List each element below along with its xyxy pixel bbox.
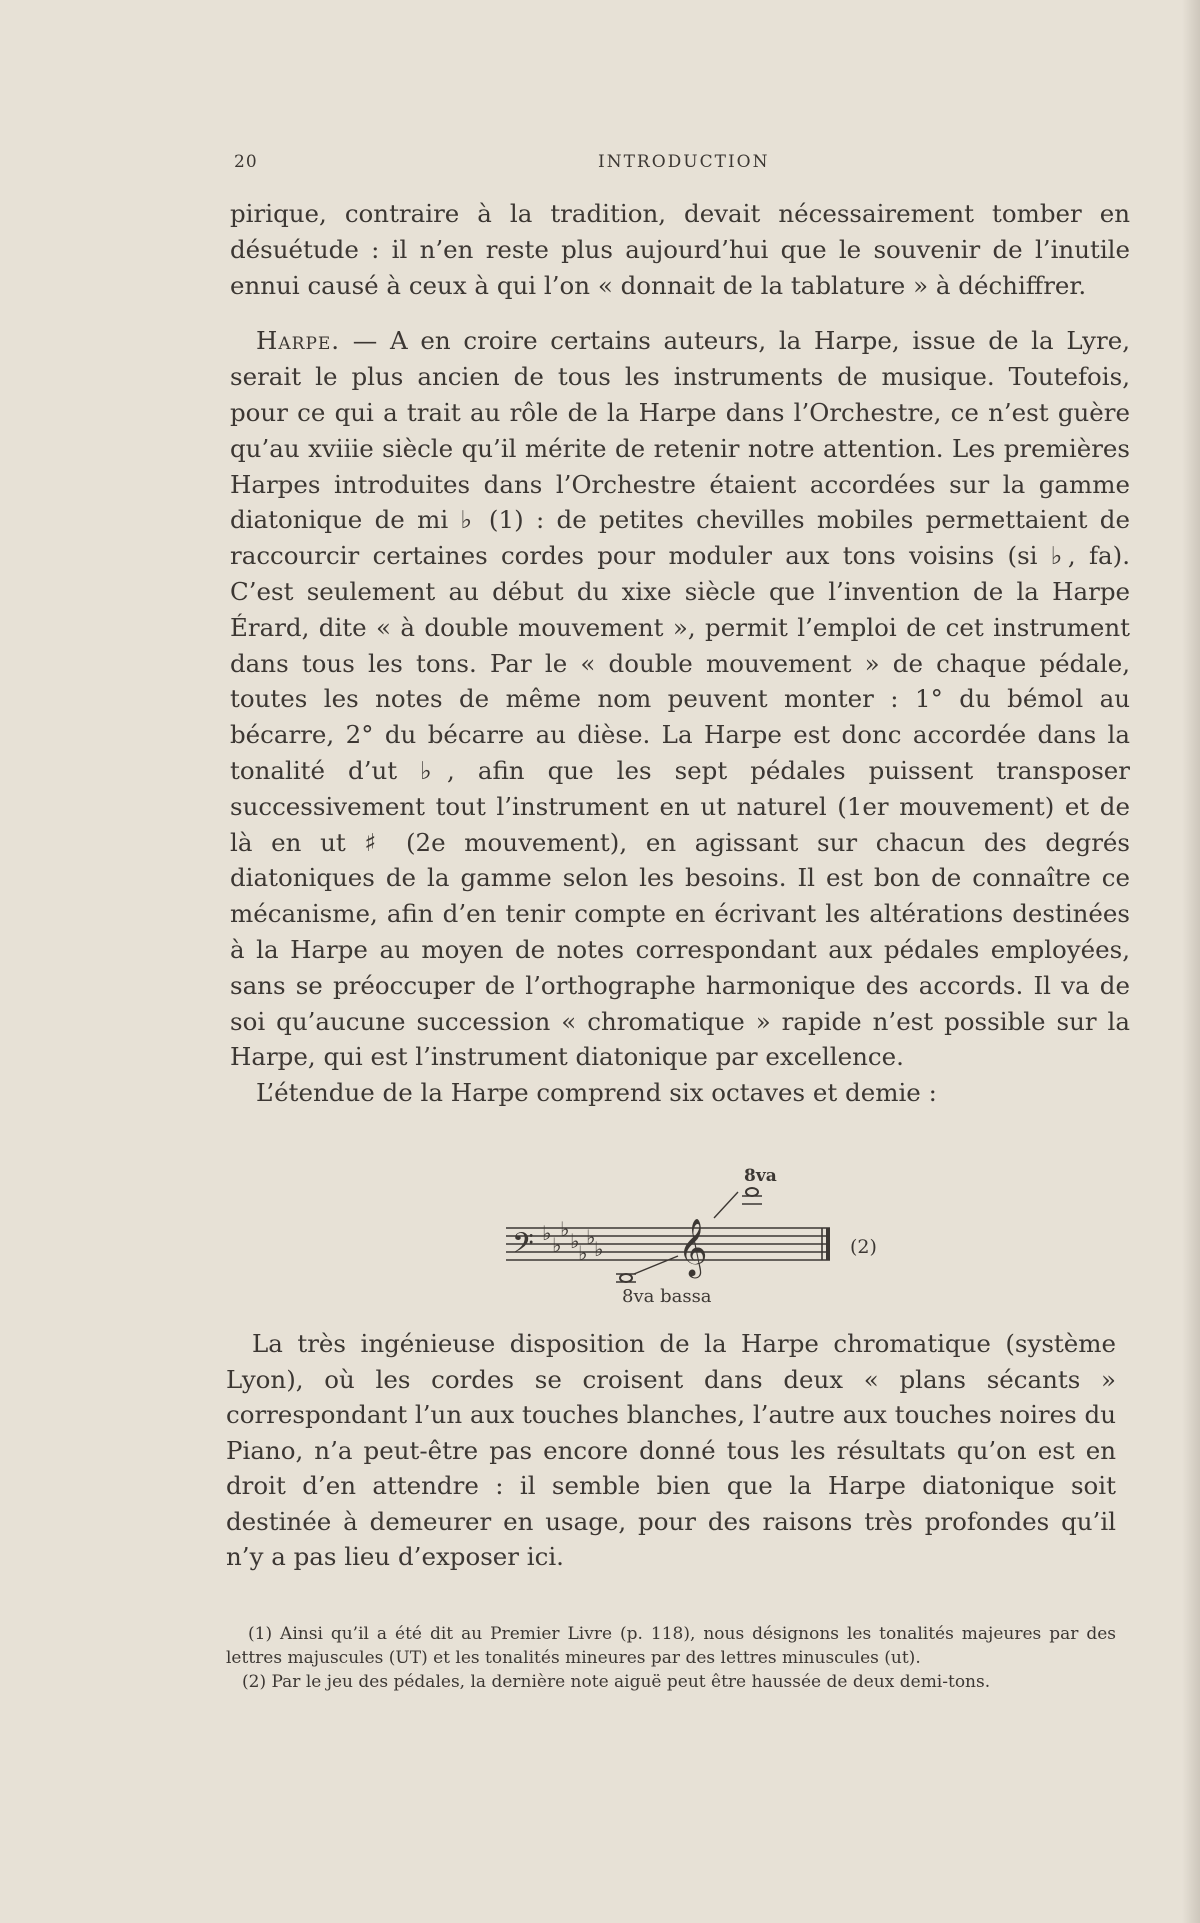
- running-title: INTRODUCTION: [598, 152, 770, 172]
- paragraph-harpe: [230, 323, 1130, 1075]
- svg-text:♭: ♭: [578, 1241, 588, 1265]
- high-note: [746, 1188, 758, 1196]
- footnotes: [226, 1622, 1116, 1694]
- bass-clef-icon: 𝄢: [512, 1227, 534, 1267]
- svg-text:♭: ♭: [542, 1221, 552, 1245]
- paragraph-harpe-chromatique: La très ingénieuse disposition de la Harpe chromatique (système Lyon), où les cordes se croisent dans deux « plans sécants » correspondant l’un aux touches blanches, l’autre aux touches noires du Piano, n’a peut-être pas encore donné tous les résultats qu’on est en droit d’en attendre : il semble bien que la Harpe diatonique soit destinée à demeurer en usage, pour des raisons très profondes qu’il n’y a pas lieu d’exposer ici.: [226, 1329, 1116, 1571]
- svg-text:♭: ♭: [560, 1217, 570, 1241]
- page-header: [234, 152, 1124, 176]
- low-note: [620, 1274, 632, 1282]
- svg-text:♭: ♭: [586, 1225, 596, 1249]
- footnote-1: (1) Ainsi qu’il a été dit au Premier Livre (p. 118), nous désignons les tonalités majeures par des lettres majuscules (UT) et les tonalités mineures par des lettres minuscules (ut).: [226, 1624, 1116, 1668]
- key-signature-flats: [542, 1217, 603, 1265]
- svg-text:♭: ♭: [552, 1233, 562, 1257]
- page-number: 20: [234, 152, 258, 172]
- treble-clef-icon: 𝄞: [678, 1218, 708, 1276]
- music-footnote-ref: (2): [850, 1236, 877, 1258]
- svg-text:♭: ♭: [570, 1229, 580, 1253]
- page-edge-shadow: [1182, 0, 1200, 1923]
- paragraph-continuation: pirique, contraire à la tradition, devait nécessairement tomber en désuétude : il n’en reste plus aujourd’hui que le souvenir de l’inutile ennui causé à ceux à qui l’on « donnait de la tablature » à déchiffrer.: [230, 199, 1130, 300]
- octave-bottom-marking: 8va bassa: [622, 1286, 712, 1307]
- footnote-2: (2) Par le jeu des pédales, la dernière note aiguë peut être haussée de deux demi-tons.: [242, 1672, 991, 1692]
- body-text-upper: [230, 196, 1130, 1111]
- section-heading: Harpe.: [256, 326, 341, 356]
- paragraph-etendue: L’étendue de la Harpe comprend six octaves et demie :: [256, 1078, 937, 1108]
- paragraph-harpe-body: — A en croire certains auteurs, la Harpe, issue de la Lyre, serait le plus ancien de tous les instruments de musique. Toutefois, pour ce qui a trait au rôle de la Harpe dans l’Orchestre, ce n’est guère qu’au xviiie siècle qu’il mérite de retenir notre attention. Les premières Harpes introduites dans l’Orchestre étaient accordées sur la gamme diatonique de mi ♭ (1) : de petites chevilles mobiles permettaient de raccourcir certaines cordes pour moduler aux tons voisins (si ♭, fa). C’est seulement au début du xixe siècle que l’invention de la Harpe Érard, dite « à double mouvement », permit l’emploi de cet instrument dans tous les tons. Par le « double mouvement » de chaque pédale, toutes les notes de même nom peuvent monter : 1° du bémol au bécarre, 2° du bécarre au dièse. La Harpe est donc accordée dans la tonalité d’ut ♭, afin que les sept pédales puissent transposer successivement tout l’instrument en ut naturel (1er mouvement) et de là en ut ♯ (2e mouvement), en agissant sur chacun des degrés diatoniques de la gamme selon les besoins. Il est bon de connaître ce mécanisme, afin d’en tenir compte en écrivant les altérations destinées à la Harpe au moyen de notes correspondant aux pédales employées, sans se préoccuper de l’orthographe harmonique des accords. Il va de soi qu’aucune succession « chromatique » rapide n’est possible sur la Harpe, qui est l’instrument diatonique par excellence.: [230, 326, 1130, 1072]
- svg-text:♭: ♭: [594, 1237, 604, 1261]
- body-text-lower: [226, 1326, 1116, 1575]
- octave-top-marking: 8va: [744, 1166, 777, 1186]
